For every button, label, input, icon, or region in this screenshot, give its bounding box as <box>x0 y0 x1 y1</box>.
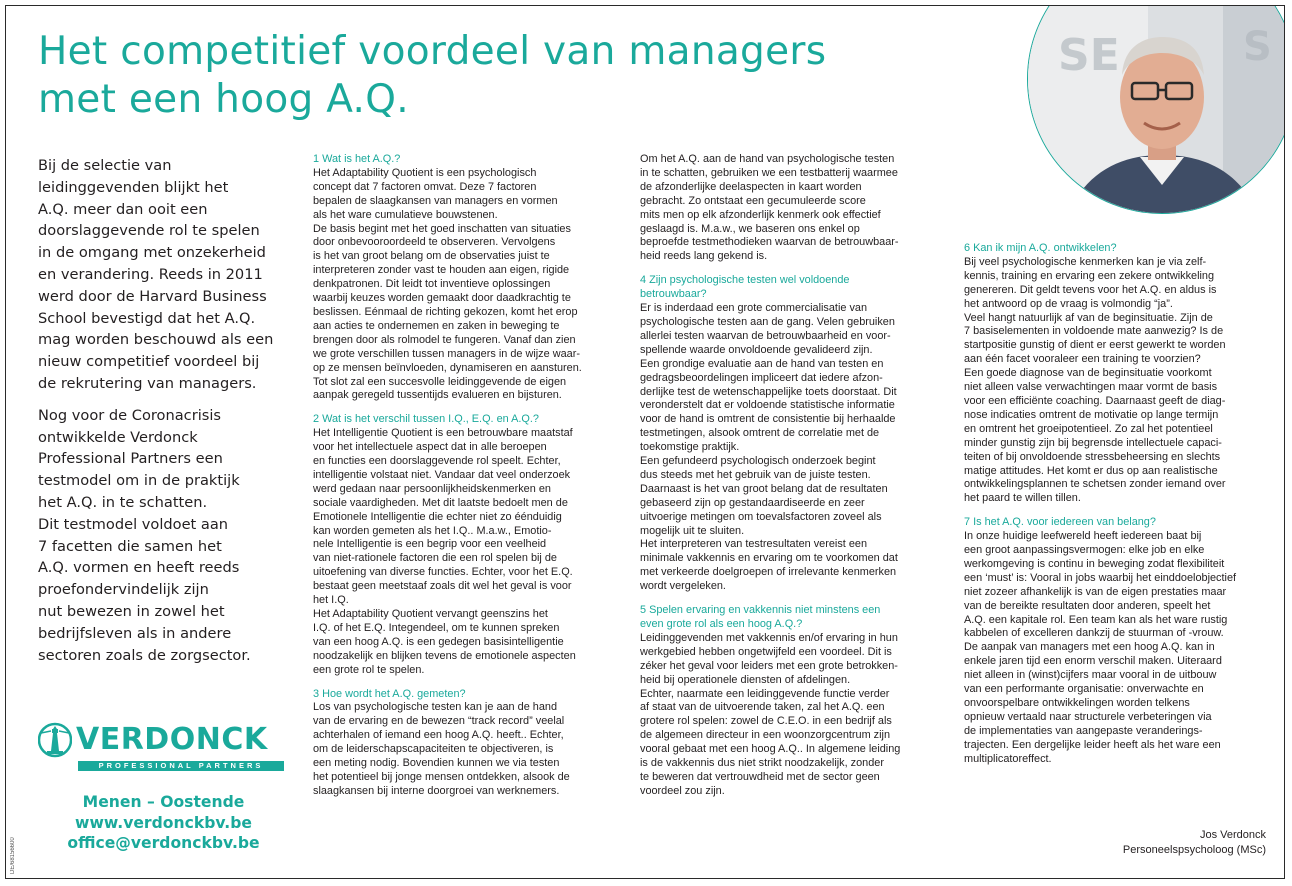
headline <box>38 28 998 124</box>
contact-locations: Menen – Oostende <box>82 793 245 811</box>
intro-paragraph: Bij de selectie van leidinggevenden blijkt het A.Q. meer dan ooit een doorslaggevende rol te spelen in de omgang met onzekerheid en verandering. Reeds in 2011 werd door de Harvard Business School bevestigd dat het A.Q. mag worden beschouwd als een nieuw competitief voordeel bij de rekrutering van managers. <box>38 157 274 392</box>
section-text: Het Intelligentie Quotient is een betrouwbare maatstaf voor het intellectuele aspect dat in alle beroepen en functies een doorslaggevende rol speelt. Echter, intelligentie volstaat niet. Vandaar dat veel onderzoek werd gedaan naar persoonlijkheidskenmerken en sociale vaardigheden. Met dit laatste bedoelt men de Emotionele Intelligentie die echter niet zo éénduidig kan worden gemeten als het I.Q.. M.a.w., Emotio- nele Intelligentie is een begrip voor een veelheid van niet-rationele factoren die een rol spelen bij de uitoefening van diverse functies. Echter, voor het E.Q. bestaat geen meetstaaf zoals dit wel het geval is voor het I.Q. Het Adaptability Quotient vervangt geenszins het I.Q. of het E.Q. Integendeel, om te kunnen spreken van een hoog A.Q. is een gedegen basisintelligentie noodzakelijk en blijken tevens de emotionele aspecten een grote rol te spelen. <box>313 427 576 676</box>
section-heading: 5 Spelen ervaring en vakkennis niet minstens een even grote rol als een hoog A.Q.? <box>640 604 881 630</box>
section-heading: 3 Hoe wordt het A.Q. gemeten? <box>313 687 466 700</box>
section-heading: 2 Wat is het verschil tussen I.Q., E.Q. en A.Q.? <box>313 413 539 426</box>
verdonck-logo <box>38 721 288 771</box>
signature-role: Personeelspsycholoog (MSc) <box>1122 844 1266 856</box>
headline-line-1: Het competitief voordeel van managers <box>38 29 827 74</box>
svg-text:SE: SE <box>1058 30 1120 81</box>
contact-block <box>46 792 281 854</box>
logo-wordmark: VERDONCK <box>76 722 268 757</box>
signature-name: Jos Verdonck <box>1199 829 1266 841</box>
intro-paragraph: Nog voor de Coronacrisis ontwikkelde Verdonck Professional Partners een testmodel om in de praktijk het A.Q. in te schatten. Dit testmodel voldoet aan 7 facetten die samen het A.Q. vormen en heeft reeds proefondervindelijk zijn nut bewezen in zowel het bedrijfsleven als in andere sectoren zoals de zorgsector. <box>38 406 251 664</box>
section-text: Er is inderdaad een grote commercialisatie van psychologische testen aan de gang. Velen gebruiken allerlei testen waarvan de betrouwbaarheid en voor- spellende waarde onvoldoende gevalideerd zijn. Een grondige evaluatie aan de hand van testen en gedragsbeoordelingen impliceert dat iedere afzon- derlijke test de wetenschappelijke toets doorstaat. Dit veronderstelt dat er voldoende statistische informatie voor de hand is omtrent de consistentie bij herhaalde testmetingen, alsook omtrent de correlatie met de toekomstige praktijk. Een gefundeerd psychologisch onderzoek begint dus steeds met het gebruik van de juiste testen. Daarnaast is het van groot belang dat de resultaten gebaseerd zijn op gestandaardiseerde en zeer uitvoerige metingen om toevalsfactoren zoveel als mogelijk uit te sluiten. Het interpreteren van testresultaten vereist een minimale vakkennis en ervaring om te voorkomen dat met verkeerde doelgroepen of irrelevante kenmerken wordt vergeleken. <box>640 302 898 593</box>
headline-line-2: met een hoog A.Q. <box>38 77 409 122</box>
section-text: Om het A.Q. aan de hand van psychologische testen in te schatten, gebruiken we een testbatterij waarmee de afzonderlijke deelaspecten in kaart worden gebracht. Zo ontstaat een gecumuleerde score mits men op elk afzonderlijk kenmerk ook effectief geslaagd is. M.a.w., we baseren ons enkel op beproefde testmethodieken waarvan de betrouwbaar- heid reeds lang gekend is. <box>640 153 899 263</box>
signature-block <box>1046 828 1266 858</box>
section-text: Los van psychologische testen kan je aan de hand van de ervaring en de bewezen “track record” veelal achterhalen of iemand een hoog A.Q. heeft.. Echter, om de leiderschapscapaciteiten te objectiveren, is een meting nodig. Bovendien kunnen we via testen het potentieel bij jonge mensen ontdekken, alsook de slaagkansen bij interne doorgroei van werknemers. <box>313 701 570 797</box>
section-text: Bij veel psychologische kenmerken kan je via zelf- kennis, training en ervaring een zekere ontwikkeling genereren. Dit geldt tevens voor het A.Q. en aldus is het antwoord op de vraag is volmondig “ja”. Veel hangt natuurlijk af van de beginsituatie. Zijn de 7 basiselementen in voldoende mate aanwezig? Is de startpositie gunstig of dient er eerst gewerkt te worden aan één facet vooraleer een training te voorzien? Een goede diagnose van de beginsituatie voorkomt niet alleen valse verwachtingen maar vormt de basis voor een efficiënte coaching. Daarnaast geeft de diag- nose indicaties omtrent de motivatie op lange termijn en omtrent het groeipotentieel. Zo zal het potentieel minder gunstig zijn bij begrensde intellectuele capaci- teiten of bij onvoldoende stressbeheersing en slechts matige attitudes. Het komt er dus op aan realistische ontwikkelingsplannen te schetsen zonder iemand over het paard te willen tillen. <box>964 255 1226 505</box>
contact-email-link[interactable]: office@verdonckbv.be <box>67 834 260 852</box>
section-heading: 7 Is het A.Q. voor iedereen van belang? <box>964 516 1156 529</box>
section-heading: 6 Kan ik mijn A.Q. ontwikkelen? <box>964 242 1117 254</box>
text-column-3 <box>964 242 1266 777</box>
portrait-illustration <box>1028 5 1285 213</box>
section-heading: 1 Wat is het A.Q.? <box>313 153 401 165</box>
advertisement-frame <box>5 5 1285 879</box>
section-text: In onze huidige leefwereld heeft iedereen baat bij een groot aanpassingsvermogen: elke job en elke werkomgeving is continu in beweging zodat flexibiliteit een ‘must’ is: Vooral in jobs waarbij het einddoelobjectief niet zozeer afhankelijk is van de eigen prestaties maar van de bereikte resultaten door anderen, speelt het A.Q. een kapitale rol. Een team kan als het ware rustig kabbelen of excelleren dankzij de stuurman of -vrouw. De aanpak van managers met een hoog A.Q. kan in enkele jaren tijd een enorm verschil maken. Uiteraard niet alleen in (winst)cijfers maar vooral in de uitbouw van een performante organisatie: onverwachte en onvoorspelbare ontwikkelingen worden telkens opnieuw vertaald naar structurele verbeteringen via de implementaties van aangepaste veranderings- trajecten. Een dergelijke leider heeft als het ware een multiplicatoreffect. <box>964 530 1237 765</box>
logo-tagline: PROFESSIONAL PARTNERS <box>78 761 284 771</box>
section-text: Het Adaptability Quotient is een psychologisch concept dat 7 factoren omvat. Deze 7 factoren bepalen de slaagkansen van managers en vormen als het ware cumulatieve bouwstenen. De basis begint met het goed inschatten van situaties door onbevooroordeeld te observeren. Vervolgens is het van groot belang om de observaties juist te interpreteren zonder vast te houden aan eigen, rigide denkpatronen. Dit leidt tot inventieve oplossingen waarbij keuzes worden gemaakt door daadkrachtig te beslissen. Eénmaal de richting gekozen, komt het erop aan acties te ondernemen en zaken in beweging te brengen door als rolmodel te fungeren. Vanaf dan zien we grote verschillen tussen managers in de wijze waar- op ze mensen beïnvloeden, dynamiseren en aansturen. Tot slot zal een succesvolle leidinggevende de eigen aanpak geregeld tussentijds evalueren en bijsturen. <box>313 166 582 402</box>
portrait-photo <box>1027 5 1285 214</box>
section-text: Leidinggevenden met vakkennis en/of ervaring in hun werkgebied hebben ongetwijfeld een voordeel. Dit is zéker het geval voor leiders met een grote betrokken- heid bij operationele diensten of afdelingen. Echter, naarmate een leidinggevende functie verder af staat van de uitvoerende taken, zal het A.Q. een grotere rol spelen: zowel de C.E.O. in een bedrijf als de algemeen directeur in een woonzorgcentrum zijn vooral gebaat met een hoog A.Q.. In algemene leiding is de vakkennis dus niet strikt noodzakelijk, zonder te beweren dat vertrouwdheid met de sector geen voordeel zou zijn. <box>640 631 901 797</box>
intro-text <box>38 155 300 676</box>
section-heading: 4 Zijn psychologische testen wel voldoende betrouwbaar? <box>640 274 850 301</box>
text-column-2 <box>640 153 948 809</box>
ad-code: DE/68156600 <box>10 837 16 874</box>
contact-website-link[interactable]: www.verdonckbv.be <box>75 813 252 832</box>
lighthouse-icon <box>38 721 72 759</box>
text-column-1 <box>313 153 625 809</box>
svg-text:S: S <box>1243 24 1272 70</box>
